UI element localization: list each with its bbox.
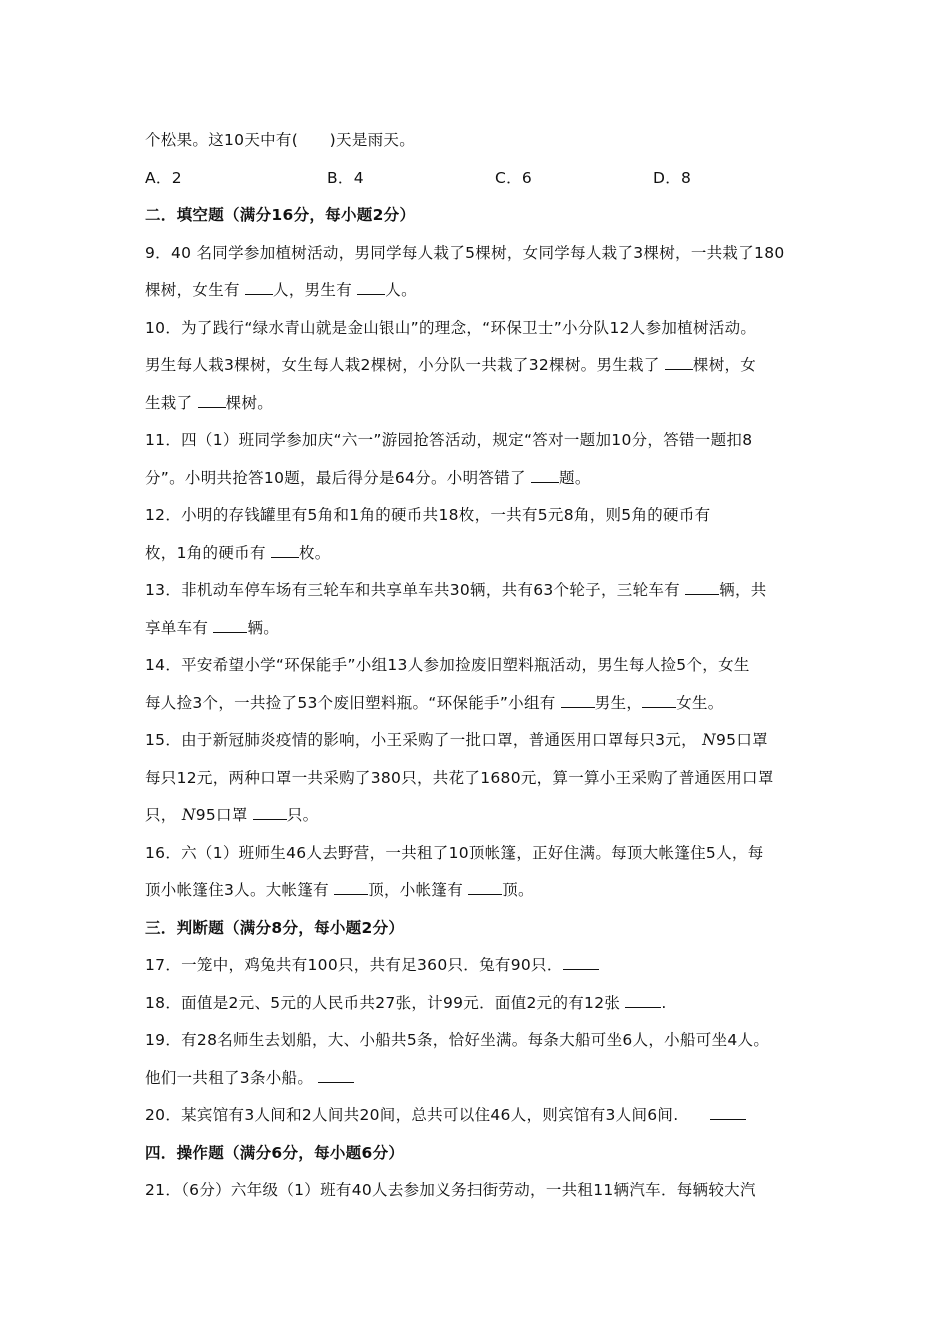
option-c: C．6: [495, 168, 533, 187]
answer-blank[interactable]: [665, 355, 693, 370]
q15-line-3: 只， N95口罩 只。: [145, 806, 319, 824]
q15-line-2: 每只12元，两种口罩一共采购了380只，共花了1680元，算一算小王采购了普通医用口罩: [145, 768, 774, 787]
q13-line-2: 享单车有 辆。: [145, 618, 280, 637]
option-a: A．2: [145, 168, 182, 187]
answer-blank[interactable]: [563, 955, 599, 970]
answer-blank[interactable]: [625, 993, 661, 1008]
answer-blank[interactable]: [213, 618, 247, 633]
section-3-title: 三．判断题（满分8分，每小题2分）: [145, 918, 405, 937]
q14-line-1: 14．平安希望小学“环保能手”小组13人参加捡废旧塑料瓶活动，男生每人捡5个，女生: [145, 656, 750, 674]
answer-blank[interactable]: [468, 880, 502, 895]
exam-content: [145, 122, 825, 1210]
answer-blank[interactable]: [253, 805, 287, 820]
q11-line-1: 11．四（1）班同学参加庆“六一”游园抢答活动，规定“答对一题加10分，答错一题扣8: [145, 431, 753, 449]
q15-line-1: 15．由于新冠肺炎疫情的影响，小王采购了一批口罩，普通医用口罩每只3元， N95口罩: [145, 731, 768, 749]
answer-blank[interactable]: [685, 580, 719, 595]
q9-line-2: 棵树，女生有 人，男生有 人。: [145, 281, 417, 299]
q18-line: 18．面值是2元、5元的人民币共27张，计99元．面值2元的有12张 .: [145, 993, 667, 1012]
q8-options: [145, 160, 825, 198]
option-d: D．8: [653, 168, 692, 187]
q14-line-2: 每人捡3个，一共捡了53个废旧塑料瓶。“环保能手”小组有 男生， 女生。: [145, 693, 724, 712]
section-4-title: 四．操作题（满分6分，每小题6分）: [145, 1143, 405, 1162]
q10-line-3: 生栽了 棵树。: [145, 393, 274, 412]
q9-line-1: 9．40 名同学参加植树活动，男同学每人栽了5棵树，女同学每人栽了3棵树，一共栽了180: [145, 243, 785, 262]
q20-line: 20．某宾馆有3人间和2人间共20间，总共可以住46人，则宾馆有3人间6间.: [145, 1097, 825, 1135]
answer-blank[interactable]: [710, 1105, 746, 1120]
answer-blank[interactable]: [198, 393, 226, 408]
answer-blank[interactable]: [642, 693, 676, 708]
answer-blank[interactable]: [531, 468, 559, 483]
answer-blank[interactable]: [561, 693, 595, 708]
q10-line-2: 男生每人栽3棵树，女生每人栽2棵树，小分队一共栽了32棵树。男生栽了 棵树，女: [145, 356, 757, 374]
q10-line-1: 10．为了践行“绿水青山就是金山银山”的理念，“环保卫士”小分队12人参加植树活动。: [145, 318, 757, 337]
q8-tail: 个松果。这10天中有( )天是雨天。: [145, 131, 416, 149]
answer-blank[interactable]: [271, 543, 299, 558]
section-2-title: 二．填空题（满分16分，每小题2分）: [145, 206, 416, 224]
q16-line-2: 顶小帐篷住3人。大帐篷有 顶，小帐篷有 顶。: [145, 881, 534, 899]
answer-blank[interactable]: [357, 280, 385, 295]
q21-line-1: 21．（6分）六年级（1）班有40人去参加义务扫街劳动，一共租11辆汽车．每辆较大汽: [145, 1181, 756, 1199]
q19-line-2: 他们一共租了3条小船。: [145, 1060, 825, 1098]
answer-blank[interactable]: [245, 280, 273, 295]
option-b: B．4: [327, 168, 364, 187]
answer-blank[interactable]: [334, 880, 368, 895]
q12-line-1: 12．小明的存钱罐里有5角和1角的硬币共18枚，一共有5元8角，则5角的硬币有: [145, 506, 711, 524]
q13-line-1: 13．非机动车停车场有三轮车和共享单车共30辆，共有63个轮子，三轮车有 辆，共: [145, 581, 767, 599]
q16-line-1: 16．六（1）班师生46人去野营，一共租了10顶帐篷，正好住满。每顶大帐篷住5人，每: [145, 843, 764, 862]
q19-line-1: 19．有28名师生去划船，大、小船共5条，恰好坐满。每条大船可坐6人，小船可坐4人。: [145, 1031, 770, 1049]
q17-line: 17．一笼中，鸡兔共有100只，共有足360只．兔有90只．: [145, 947, 825, 985]
q11-line-2: 分”。小明共抢答10题，最后得分是64分。小明答错了 题。: [145, 468, 591, 487]
q12-line-2: 枚，1角的硬币有 枚。: [145, 543, 331, 562]
answer-blank[interactable]: [318, 1068, 354, 1083]
